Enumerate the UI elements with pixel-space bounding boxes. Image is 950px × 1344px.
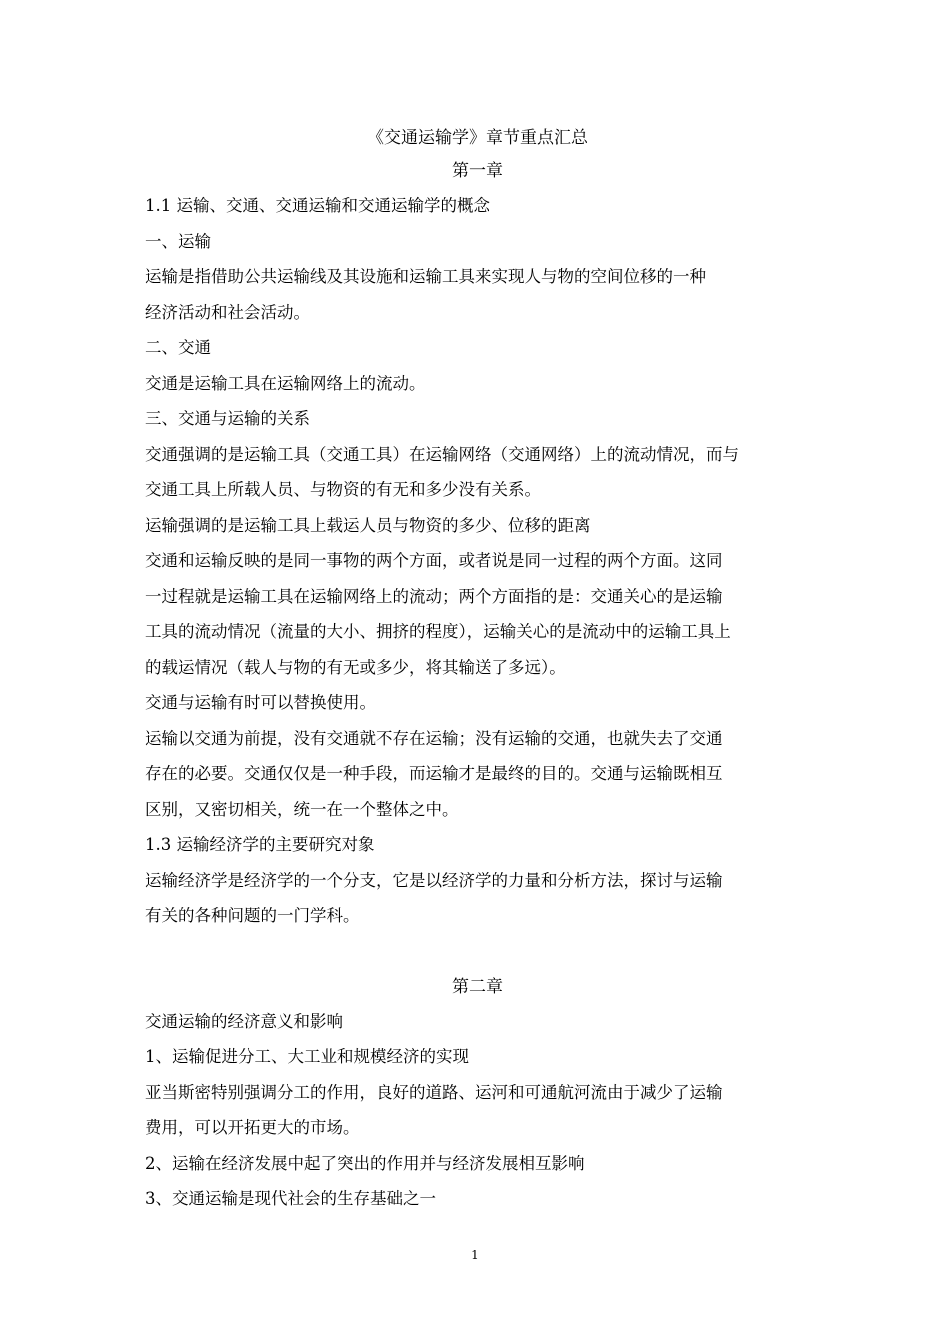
chapter-1-body [145, 188, 810, 934]
paragraph-line: 交通是运输工具在运输网络上的流动。 [145, 373, 426, 393]
document-title: 《交通运输学》章节重点汇总 [367, 128, 588, 148]
paragraph-line: 的载运情况（载人与物的有无或多少，将其输送了多远）。 [145, 657, 566, 677]
page-number: 1 [471, 1248, 479, 1262]
paragraph-line: 交通工具上所载人员、与物资的有无和多少没有关系。 [145, 480, 541, 499]
paragraph-line: 区别，又密切相关，统一在一个整体之中。 [145, 799, 459, 819]
paragraph-line: 交通强调的是运输工具（交通工具）在运输网络（交通网络）上的流动情况，而与 [145, 444, 739, 464]
paragraph-line: 亚当斯密特别强调分工的作用，良好的道路、运河和可通航河流由于减少了运输 [145, 1082, 723, 1102]
paragraph-line: 运输是指借助公共运输线及其设施和运输工具来实现人与物的空间位移的一种 [145, 267, 706, 286]
paragraph-line: 有关的各种问题的一门学科。 [145, 906, 360, 925]
paragraph-line: 运输强调的是运输工具上载运人员与物资的多少、位移的距离 [145, 515, 591, 535]
paragraph-line: 交通和运输反映的是同一事物的两个方面，或者说是同一过程的两个方面。这同 [145, 551, 723, 570]
paragraph-line: 工具的流动情况（流量的大小、拥挤的程度），运输关心的是流动中的运输工具上 [145, 622, 731, 641]
page-content [145, 122, 810, 1217]
section-heading: 1.3 运输经济学的主要研究对象 [145, 835, 375, 854]
list-item: 1、运输促进分工、大工业和规模经济的实现 [145, 1047, 469, 1066]
paragraph-line: 费用，可以开拓更大的市场。 [145, 1118, 360, 1137]
list-item: 3、交通运输是现代社会的生存基础之一 [145, 1189, 436, 1208]
chapter-2-body [145, 1004, 810, 1217]
section-heading: 1.1 运输、交通、交通运输和交通运输学的概念 [145, 196, 490, 215]
chapter-2-heading: 第二章 [452, 976, 503, 997]
paragraph-line: 经济活动和社会活动。 [145, 302, 310, 322]
paragraph-line: 存在的必要。交通仅仅是一种手段，而运输才是最终的目的。交通与运输既相互 [145, 764, 723, 783]
subsection-heading: 一、运输 [145, 231, 211, 251]
paragraph-line: 运输经济学是经济学的一个分支，它是以经济学的力量和分析方法，探讨与运输 [145, 870, 723, 890]
paragraph-line: 交通与运输有时可以替换使用。 [145, 693, 376, 712]
paragraph-line: 运输以交通为前提，没有交通就不存在运输；没有运输的交通，也就失去了交通 [145, 728, 723, 748]
subsection-heading: 二、交通 [145, 338, 211, 357]
section-heading: 交通运输的经济意义和影响 [145, 1011, 343, 1031]
chapter-1-heading: 第一章 [452, 161, 503, 181]
subsection-heading: 三、交通与运输的关系 [145, 409, 310, 428]
paragraph-line: 一过程就是运输工具在运输网络上的流动；两个方面指的是：交通关心的是运输 [145, 586, 723, 606]
chapter-gap [145, 934, 810, 970]
list-item: 2、运输在经济发展中起了突出的作用并与经济发展相互影响 [145, 1153, 585, 1173]
